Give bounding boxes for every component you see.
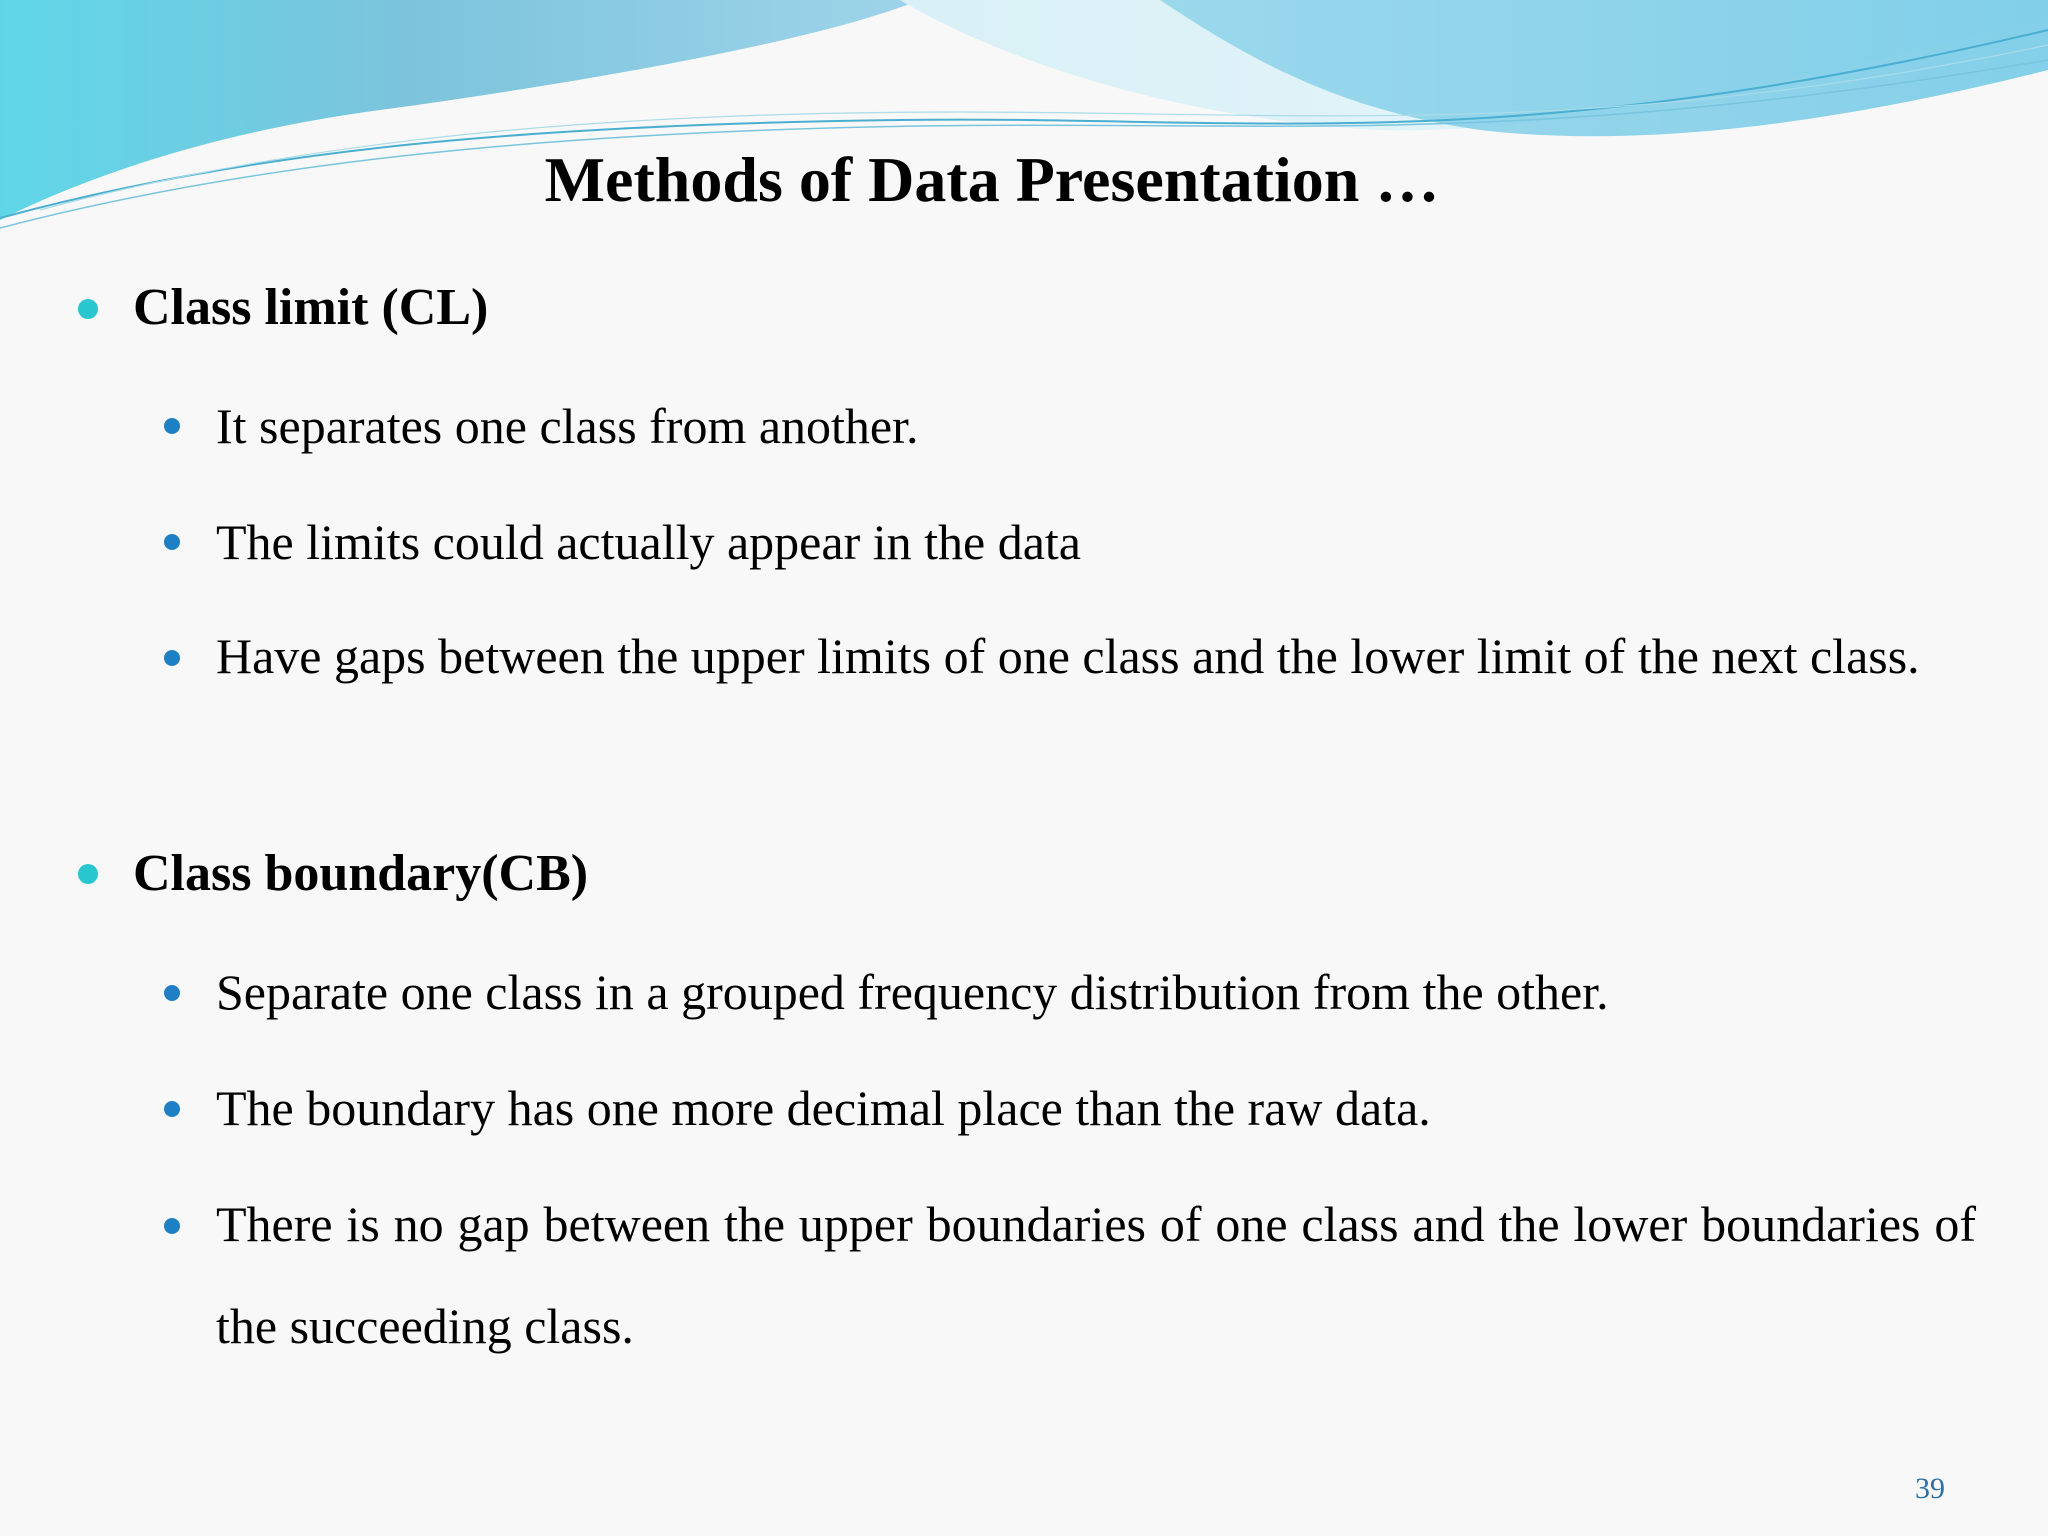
bullet-dot-icon: [164, 985, 180, 1001]
bullet-text: The limits could actually appear in the data: [216, 514, 1081, 570]
section-heading: Class limit (CL): [133, 279, 489, 336]
bullet-text: The boundary has one more decimal place than the raw data.: [216, 1080, 1431, 1136]
page-number: 39: [1915, 1472, 1945, 1505]
bullet-dot-icon: [164, 418, 180, 434]
bullet-dot-icon: [164, 650, 180, 666]
bullet-dot-icon: [164, 1218, 180, 1234]
slide-title-text: Methods of Data Presentation …: [544, 144, 1440, 215]
bullet-text: There is no gap between the upper boundaries of one class and the lower boundaries of the succeeding class.: [216, 1196, 1976, 1354]
bullet-text: Have gaps between the upper limits of one class and the lower limit of the next class.: [216, 628, 1920, 684]
bullet-text: Separate one class in a grouped frequency distribution from the other.: [216, 964, 1609, 1020]
bullet-dot-icon: [164, 534, 180, 550]
bullet-dot-icon: [78, 299, 98, 319]
bullet-text: It separates one class from another.: [216, 398, 919, 454]
bullet-dot-icon: [164, 1101, 180, 1117]
bullet-dot-icon: [78, 864, 98, 884]
section-heading: Class boundary(CB): [133, 845, 589, 902]
